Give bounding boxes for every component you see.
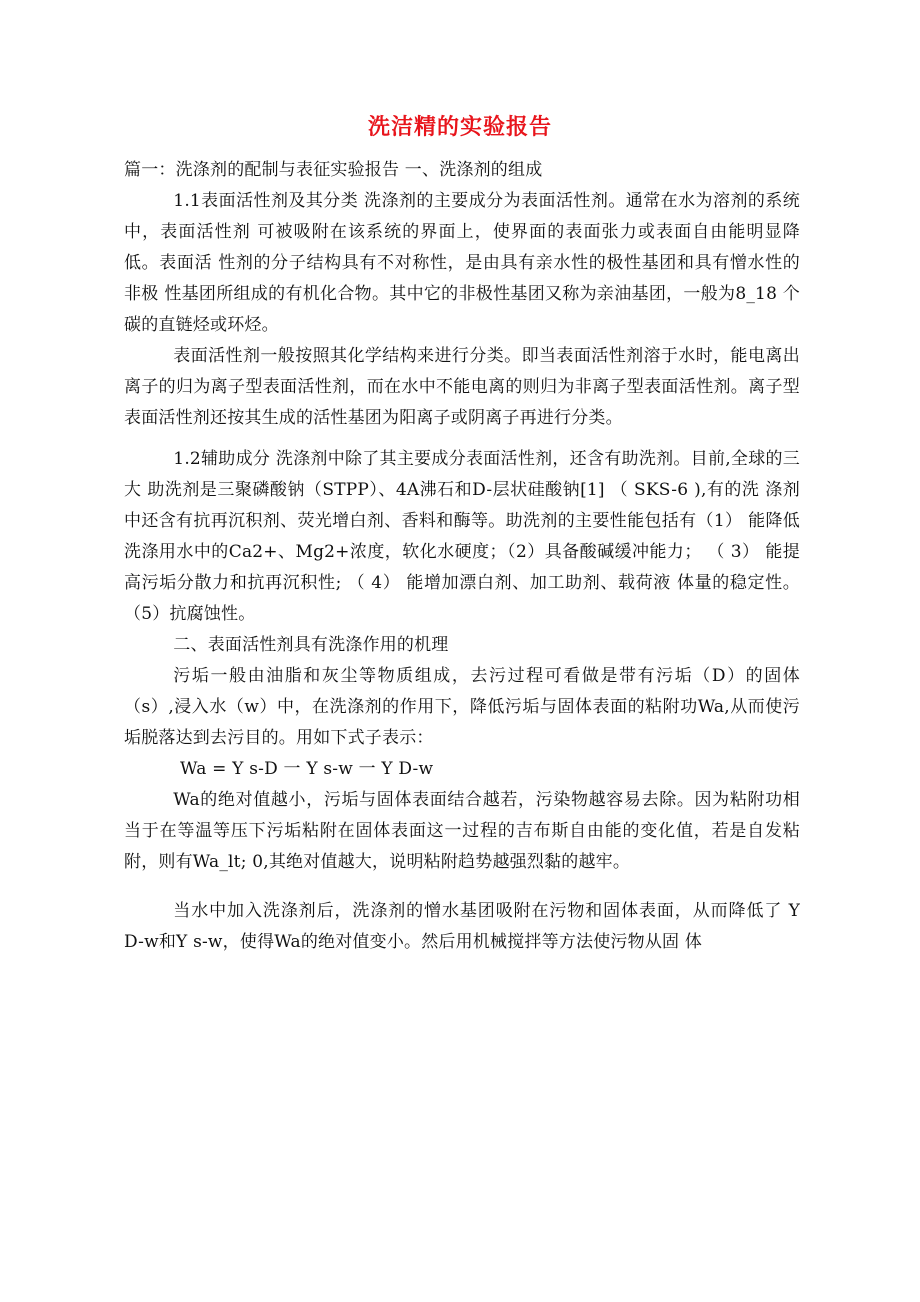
section-heading-2: 二、表面活性剂具有洗涤作用的机理 — [173, 635, 449, 655]
document-body — [124, 155, 800, 958]
paragraph-auxiliary-components: 1.2辅助成分 洗涤剂中除了其主要成分表面活性剂，还含有助洗剂。目前,全球的三大 助洗剂是三聚磷酸钠（STPP）、4A沸石和D-层状硅酸钠[1] （ SKS-6 ),有的洗 涤剂中还含有抗再沉积剂、荧光增白剂、香料和酶等。助洗剂的主要性能包括有（1） 能降低洗涤用水中的Ca2+、Mg2+浓度，软化水硬度；（2）具备酸碱缓冲能力； （ 3） 能提高污垢分散力和抗再沉积性; （ 4） 能增加漂白剂、加工助剂、载荷液 体量的稳定性。（5）抗腐蚀性。 — [124, 449, 800, 624]
paragraph-surfactant-types: 表面活性剂一般按照其化学结构来进行分类。即当表面活性剂溶于水时，能电离出离子的归为离子型表面活性剂，而在水中不能电离的则归为非离子型表面活性剂。离子型表面活性剂还按其生成的活性基团为阳离子或阴离子再进行分类。 — [124, 346, 800, 428]
section-heading-1: 篇一：洗涤剂的配制与表征实验报告 一、洗涤剂的组成 — [124, 160, 543, 180]
paragraph-detergent-effect: 当水中加入洗涤剂后，洗涤剂的憎水基团吸附在污物和固体表面，从而降低了 Y D-w和Y s-w，使得Wa的绝对值变小。然后用机械搅拌等方法使污物从固 体 — [124, 901, 800, 952]
paragraph-surfactant-classification: 1.1表面活性剂及其分类 洗涤剂的主要成分为表面活性剂。通常在水为溶剂的系统中，表面活性剂 可被吸附在该系统的界面上，使界面的表面张力或表面自由能明显降低。表面活 性剂的分子结构具有不对称性，是由具有亲水性的极性基团和具有憎水性的非极 性基团所组成的有机化合物。其中它的非极性基团又称为亲油基团，一般为8_18 个碳的直链烃或环烃。 — [124, 191, 800, 335]
adhesion-work-formula: Wa = Y s-D 一 Y s-w 一 Y D-w — [180, 759, 434, 779]
paragraph-washing-mechanism: 污垢一般由油脂和灰尘等物质组成，去污过程可看做是带有污垢（D）的固体（s）,浸入水（w）中，在洗涤剂的作用下，降低污垢与固体表面的粘附功Wa,从而使污垢脱落达到去污目的。用如下式子表示： — [124, 666, 800, 748]
paragraph-adhesion-work: Wa的绝对值越小，污垢与固体表面结合越若，污染物越容易去除。因为粘附功相当于在等温等压下污垢粘附在固体表面这一过程的吉布斯自由能的变化值，若是自发粘附，则有Wa_lt; 0,其绝对值越大，说明粘附趋势越强烈黏的越牢。 — [124, 790, 800, 872]
document-title: 洗洁精的实验报告 — [367, 114, 552, 140]
